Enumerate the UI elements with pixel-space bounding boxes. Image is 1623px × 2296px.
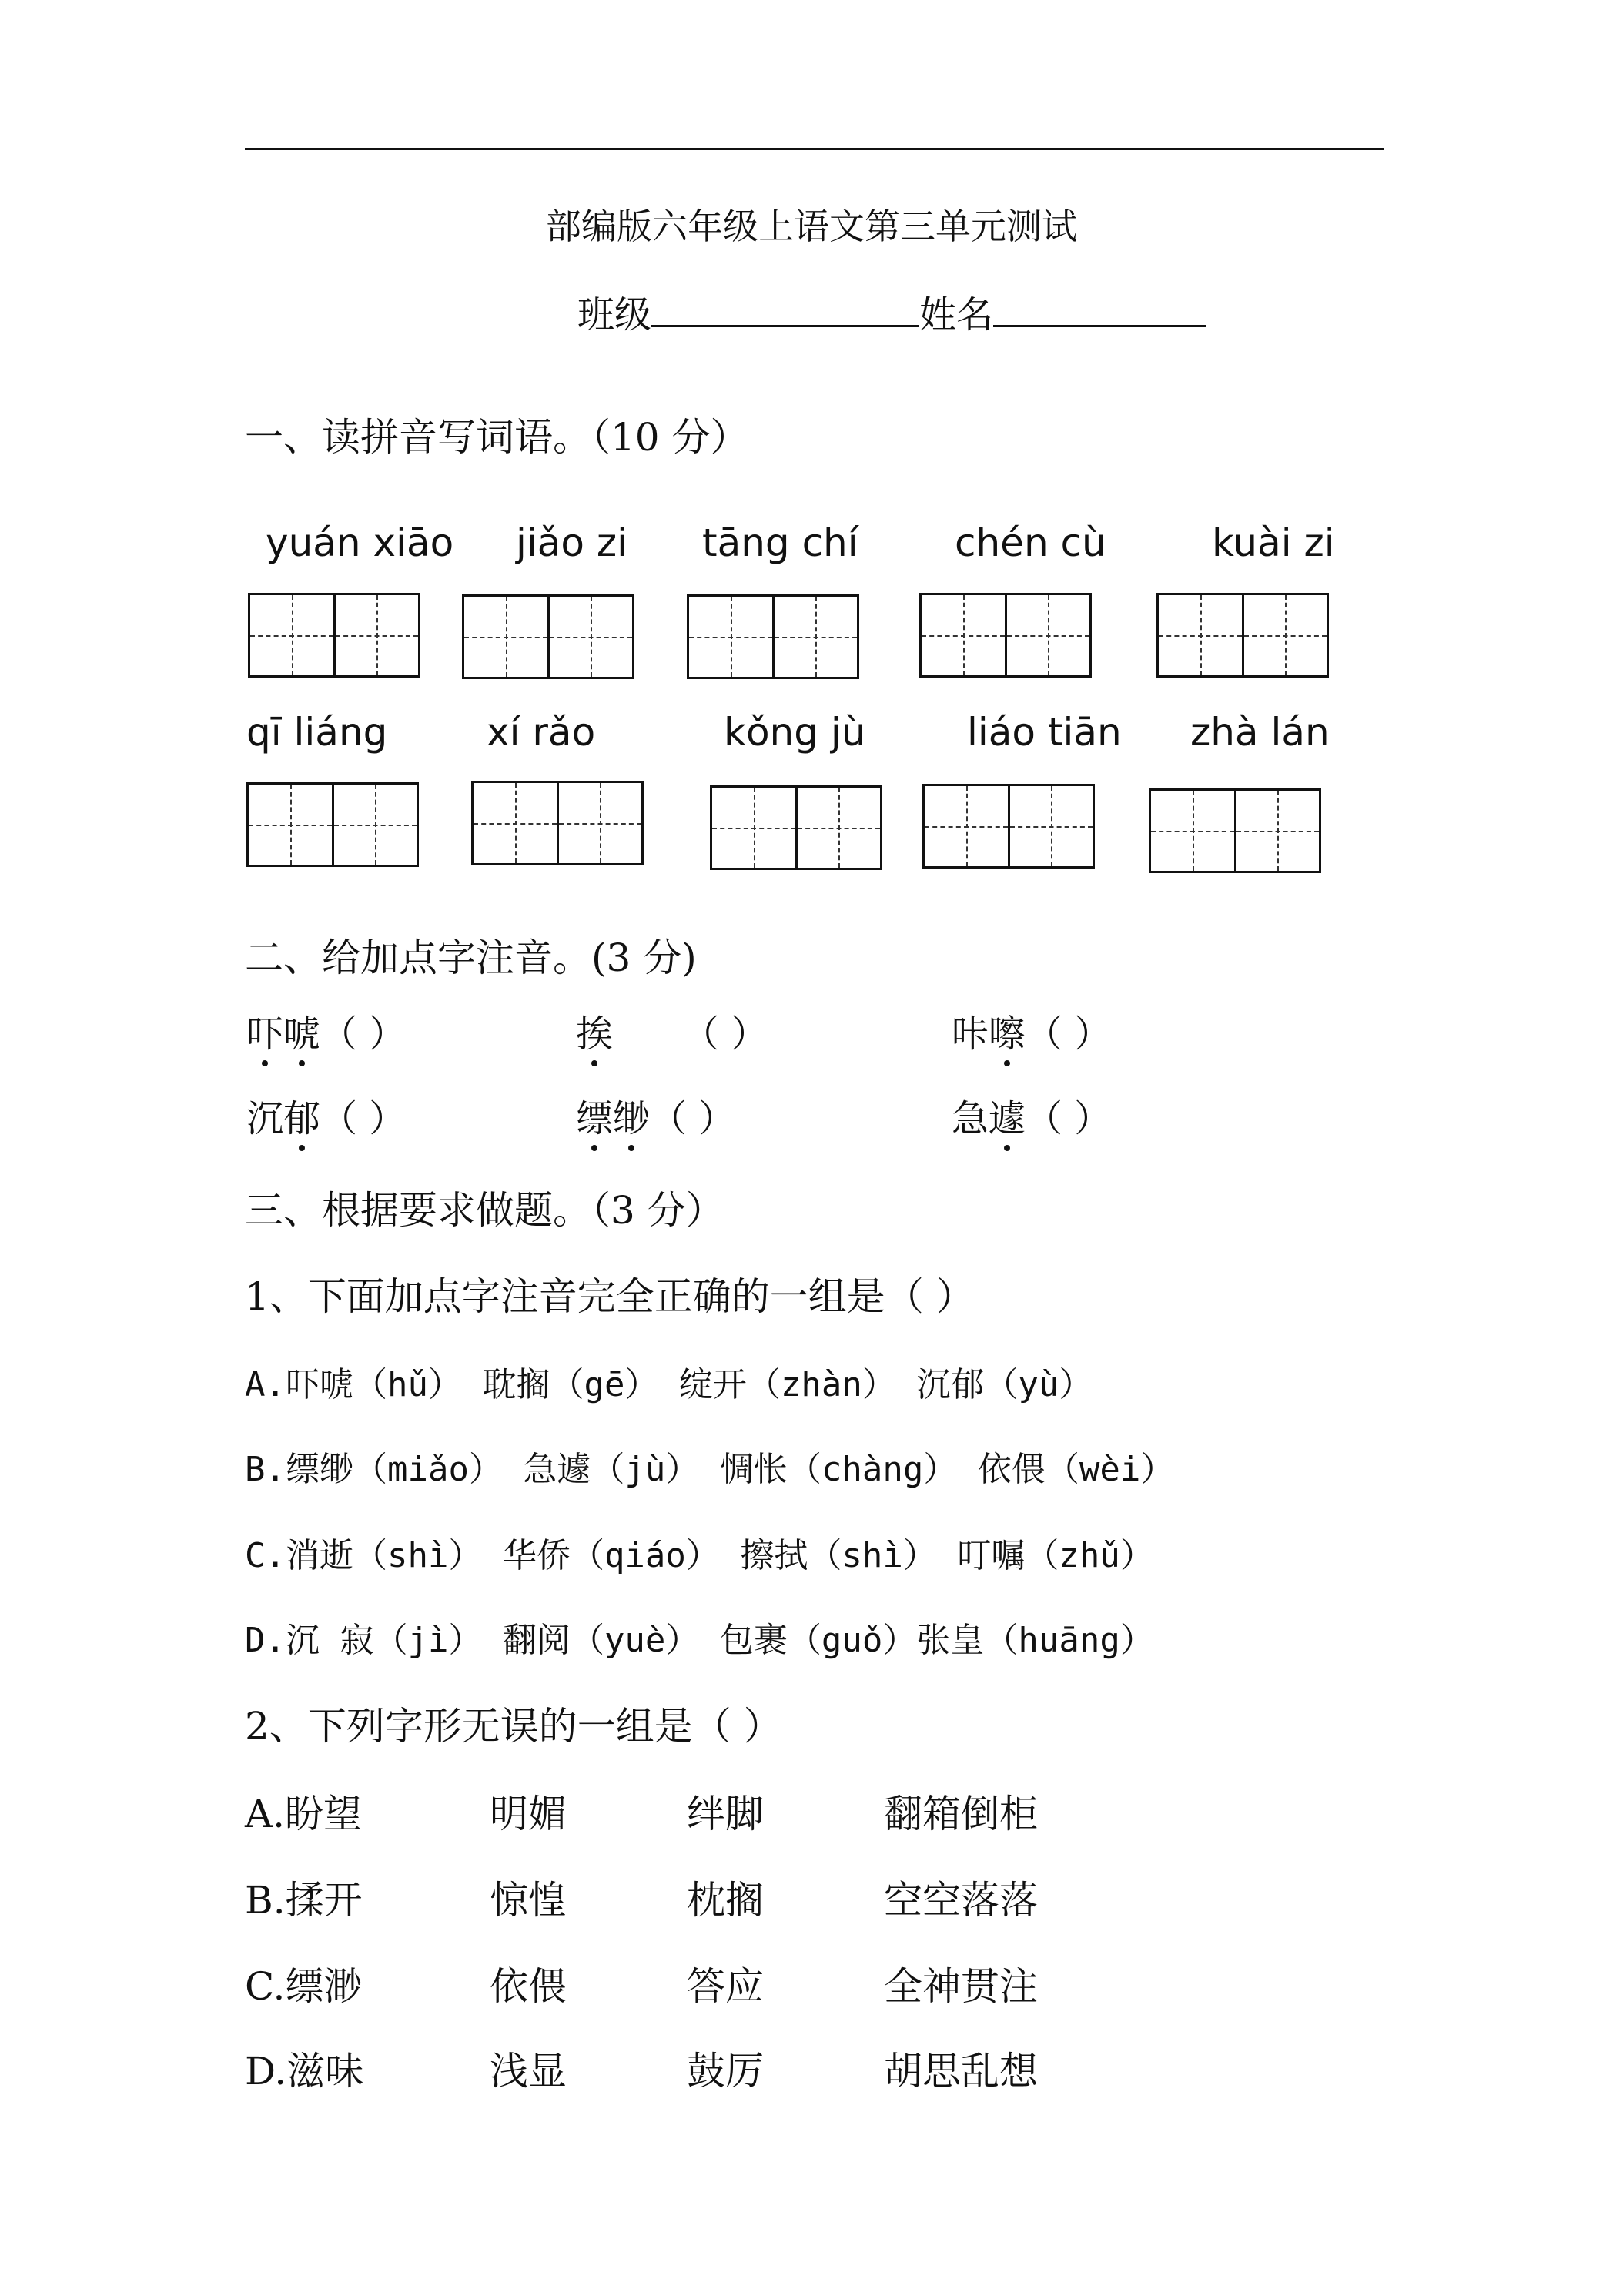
pinyin-3: tāng chí xyxy=(702,520,858,565)
page-title: 部编版六年级上语文第三单元测试 xyxy=(546,206,1077,247)
pinyin-6: qī liáng xyxy=(246,710,388,755)
pinyin-10: zhà lán xyxy=(1190,710,1330,755)
writing-grid[interactable] xyxy=(919,593,1092,678)
annotate-item: 沉郁（ ） xyxy=(246,1097,407,1140)
writing-grid[interactable] xyxy=(462,594,634,679)
q1-option-d: D.沉 寂（jì） 翻阅（yuè） 包裹（guǒ）张皇（huāng） xyxy=(245,1621,1154,1660)
pinyin-9: liáo tiān xyxy=(967,710,1122,755)
writing-grid[interactable] xyxy=(248,593,420,678)
section1-heading: 一、读拼音写词语。（10 分） xyxy=(245,415,749,460)
annotate-item: 缥缈（ ） xyxy=(576,1097,736,1140)
class-field[interactable] xyxy=(651,291,919,327)
annotate-item: 吓唬（ ） xyxy=(246,1012,407,1056)
student-info-line xyxy=(577,285,1206,338)
top-rule xyxy=(245,148,1384,150)
section2-heading: 二、给加点字注音。(3 分) xyxy=(245,935,697,980)
writing-grid[interactable] xyxy=(922,784,1095,869)
question-1: 1、下面加点字注音完全正确的一组是（ ） xyxy=(245,1274,975,1319)
pinyin-1: yuán xiāo xyxy=(266,520,454,565)
writing-grid[interactable] xyxy=(687,594,859,679)
pinyin-7: xí rǎo xyxy=(487,710,596,755)
annotate-item: 咔嚓（ ） xyxy=(952,1012,1112,1056)
writing-grid[interactable] xyxy=(1156,593,1329,678)
pinyin-5: kuài zi xyxy=(1212,520,1335,565)
writing-grid[interactable] xyxy=(471,781,644,865)
pinyin-8: kǒng jù xyxy=(724,710,866,755)
q1-option-a: A.吓唬（hǔ） 耽搁（gē） 绽开（zhàn） 沉郁（yù） xyxy=(245,1365,1093,1404)
annotate-item: 挨 （ ） xyxy=(576,1012,768,1056)
q1-option-c: C.消逝（shì） 华侨（qiáo） 擦拭（shì） 叮嘱（zhǔ） xyxy=(245,1536,1154,1575)
name-label: 姓名 xyxy=(919,293,994,336)
q1-option-b: B.缥缈（miǎo） 急遽（jù） 惆怅（chàng） 依偎（wèi） xyxy=(245,1450,1175,1489)
section3-heading: 三、根据要求做题。（3 分） xyxy=(245,1188,724,1233)
name-field[interactable] xyxy=(993,291,1206,327)
writing-grid[interactable] xyxy=(246,782,419,867)
writing-grid[interactable] xyxy=(710,785,882,870)
question-2: 2、下列字形无误的一组是（ ） xyxy=(245,1704,782,1749)
writing-grid[interactable] xyxy=(1149,788,1321,873)
pinyin-4: chén cù xyxy=(955,520,1106,565)
annotate-item: 急遽（ ） xyxy=(952,1097,1112,1140)
class-label: 班级 xyxy=(577,293,652,336)
pinyin-2: jiǎo zi xyxy=(516,520,628,565)
